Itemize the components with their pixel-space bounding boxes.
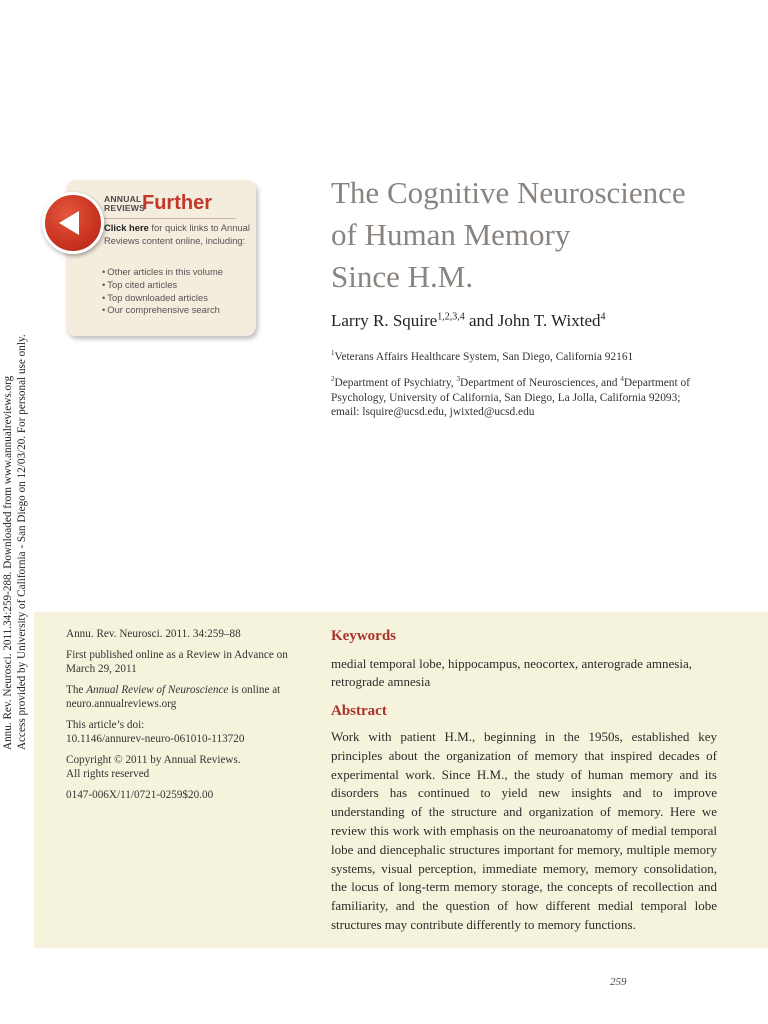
further-link-other-articles[interactable]: • Other articles in this volume: [102, 266, 223, 279]
title-line-3: Since H.M.: [331, 259, 474, 294]
brand-annual: ANNUAL: [104, 194, 142, 204]
click-here-link[interactable]: Click here: [104, 222, 149, 233]
download-notice-line1: Annu. Rev. Neurosci. 2011.34:259-288. Downloaded from www.annualreviews.org: [2, 375, 14, 750]
quick-links-description: for quick links to Annual Reviews content online, including:: [104, 222, 250, 246]
annual-reviews-further-logo: [104, 194, 254, 218]
abstract-heading: Abstract: [331, 703, 387, 719]
back-arrow-icon[interactable]: [42, 192, 104, 254]
further-link-search[interactable]: • Our comprehensive search: [102, 304, 223, 317]
citation: Annu. Rev. Neurosci. 2011. 34:259–88: [66, 628, 241, 640]
divider: [104, 218, 236, 219]
affiliation-2: $^2$Department of Psychiatry, $^3$Department of Neurosciences, and $^4$Department of Psychology, University of California, San Diego, La Jolla, California 92093;: [331, 375, 690, 404]
journal-online: The Annual Review of Neuroscience is online at neuro.annualreviews.org: [66, 684, 281, 710]
title-line-1: The Cognitive Neuroscience: [331, 175, 686, 210]
first-published: First published online as a Review in Advance on March 29, 2011: [66, 649, 288, 675]
author-wixted-affil: 4: [600, 311, 606, 323]
keywords-text: medial temporal lobe, hippocampus, neocortex, anterograde amnesia, retrograde amnesia: [331, 656, 692, 689]
author-emails: email: lsquire@ucsd.edu, jwixted@ucsd.edu: [331, 406, 535, 419]
authors: [331, 311, 606, 331]
page-number: 259: [610, 976, 627, 988]
author-squire-affil: 1,2,3,4: [437, 311, 465, 323]
download-notice-line2: Access provided by University of California - San Diego on 12/03/20. For personal use only.: [15, 334, 28, 750]
author-squire: Larry R. Squire: [331, 311, 438, 330]
title-line-2: of Human Memory: [331, 217, 571, 252]
abstract-text: Work with patient H.M., beginning in the 1950s, established key principles about the organization of memory that inspired decades of experimental work. Since H.M., the study of human memory and its disorders has continued to yield new insights and to improve understanding of the structure and organization of memory. Here we review this work with emphasis on the neuroanatomy of medial temporal lobe and diencephalic structures important for memory, multiple memory systems, visual perception, immediate memory, memory consolidation, the locus of long-term memory storage, the concepts of recollection and familiarity, and the question of how different medial temporal lobe structures may contribute differently to memory functions.: [331, 729, 717, 932]
further-link-top-downloaded[interactable]: • Top downloaded articles: [102, 292, 223, 305]
author-wixted: and John T. Wixted: [464, 311, 601, 330]
article-title: [331, 172, 751, 298]
issn: 0147-006X/11/0721-0259$20.00: [66, 789, 214, 801]
copyright: Copyright © 2011 by Annual Reviews. All rights reserved: [66, 754, 241, 780]
publication-meta: [66, 627, 296, 809]
brand-further: Further: [142, 192, 212, 214]
journal-name: Annual Review of Neuroscience: [86, 684, 229, 696]
arrow-glyph: [45, 195, 101, 251]
brand-reviews: REVIEWS: [104, 203, 146, 213]
affiliation-1: $^1$Veterans Affairs Healthcare System, San Diego, California 92161: [331, 349, 634, 363]
keywords-heading: Keywords: [331, 628, 396, 644]
doi-value[interactable]: 10.1146/annurev-neuro-061010-113720: [66, 733, 245, 745]
doi: This article’s doi: 10.1146/annurev-neuro-061010-113720: [66, 719, 245, 745]
further-link-top-cited[interactable]: • Top cited articles: [102, 279, 223, 292]
quick-links-text: [104, 222, 254, 247]
affiliations: [331, 346, 731, 420]
further-links-list: [102, 266, 223, 317]
